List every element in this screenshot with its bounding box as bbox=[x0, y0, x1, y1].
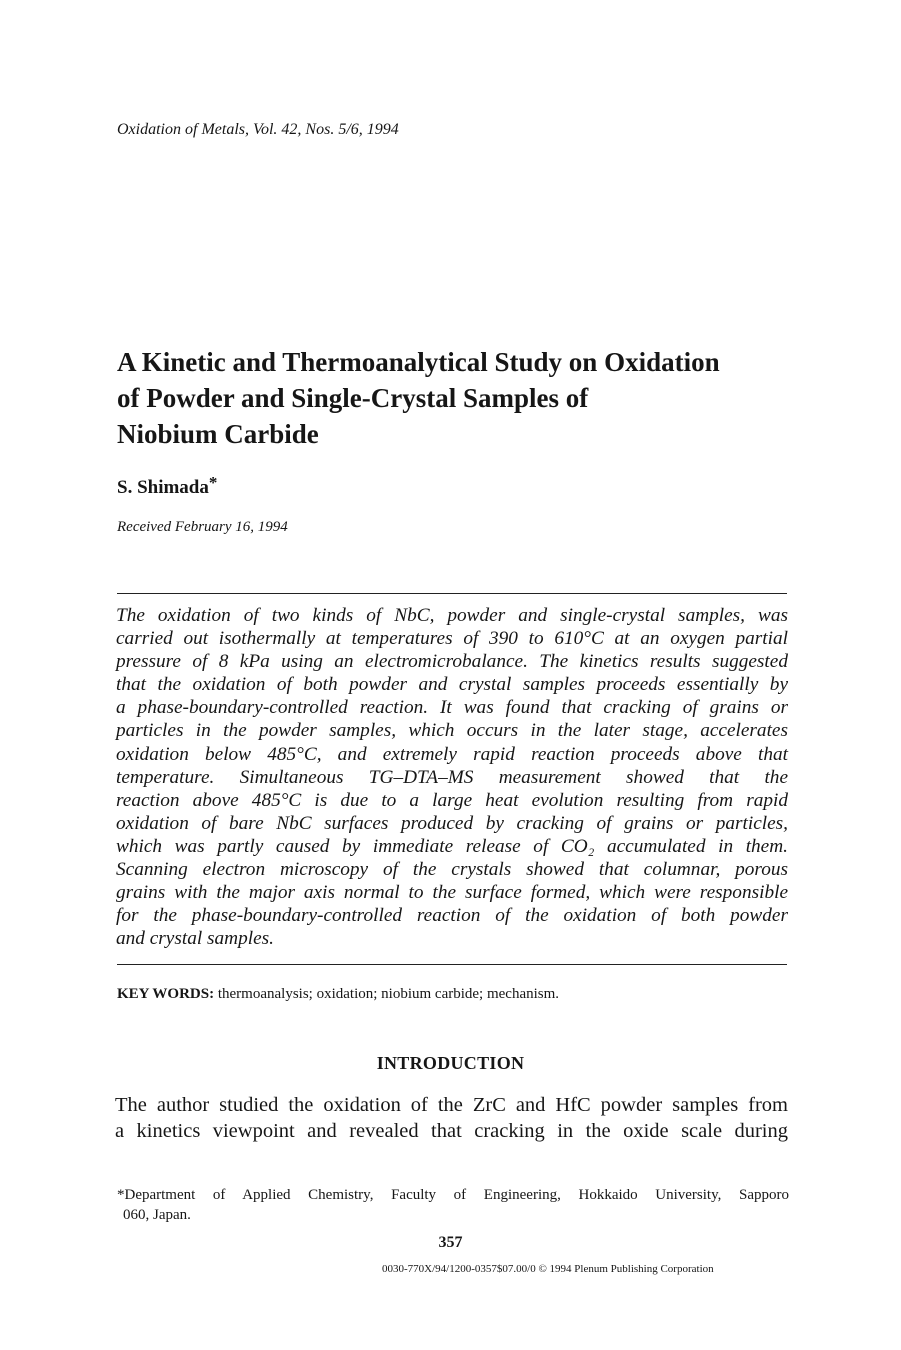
abstract-bottom-rule bbox=[117, 964, 787, 965]
author-footnote-mark: * bbox=[208, 473, 218, 492]
abstract-line: reaction above 485°C is due to a large heat evolution resulting from rapid bbox=[116, 789, 788, 811]
footnote-line: 060, Japan. bbox=[123, 1207, 191, 1223]
abstract-line: that the oxidation of both powder and crystal samples proceeds essentially by bbox=[116, 674, 788, 696]
abstract-line: oxidation of bare NbC surfaces produced by cracking of grains or particles, bbox=[116, 812, 788, 834]
abstract-line: grains with the major axis normal to the surface formed, which were responsible bbox=[116, 882, 788, 904]
abstract-line: for the phase-boundary-controlled reaction of the oxidation of both powder bbox=[116, 905, 788, 927]
keywords bbox=[117, 986, 559, 1003]
body-line: The author studied the oxidation of the ZrC and HfC powder samples from bbox=[115, 1094, 788, 1116]
body-text bbox=[115, 1092, 788, 1144]
copyright-line: 0030-770X/94/1200-0357$07.00/0 © 1994 Plenum Publishing Corporation bbox=[382, 1263, 714, 1275]
author-affiliation-footnote bbox=[117, 1185, 789, 1225]
abstract-line: a phase-boundary-controlled reaction. It was found that cracking of grains or bbox=[116, 697, 788, 719]
section-heading: INTRODUCTION bbox=[376, 1053, 525, 1073]
author-name bbox=[117, 473, 217, 499]
article-title bbox=[117, 344, 817, 452]
abstract-line: pressure of 8 kPa using an electromicrobalance. The kinetics results suggested bbox=[116, 651, 788, 673]
abstract-line: and crystal samples. bbox=[116, 928, 274, 950]
abstract bbox=[116, 604, 788, 950]
received-date: Received February 16, 1994 bbox=[117, 519, 288, 535]
keywords-label: KEY WORDS: bbox=[117, 986, 215, 1002]
title-line: Niobium Carbide bbox=[117, 419, 319, 449]
abstract-line: The oxidation of two kinds of NbC, powder and single-crystal samples, was bbox=[116, 605, 788, 626]
abstract-line: particles in the powder samples, which occurs in the later stage, accelerates bbox=[116, 720, 788, 742]
keywords-text: thermoanalysis; oxidation; niobium carbide; mechanism. bbox=[217, 986, 560, 1002]
title-line: A Kinetic and Thermoanalytical Study on Oxidation bbox=[117, 347, 720, 377]
journal-citation: Oxidation of Metals, Vol. 42, Nos. 5/6, 1994 bbox=[117, 121, 399, 138]
abstract-top-rule bbox=[117, 593, 787, 594]
abstract-line: which was partly caused by immediate release of CO₂ accumulated in them. bbox=[116, 835, 788, 857]
author-text: S. Shimada bbox=[117, 477, 209, 498]
abstract-line: oxidation below 485°C, and extremely rapid reaction proceeds above that bbox=[116, 743, 788, 765]
abstract-line: carried out isothermally at temperatures of 390 to 610°C at an oxygen partial bbox=[116, 628, 788, 650]
page-number: 357 bbox=[438, 1234, 463, 1251]
footnote-line: *Department of Applied Chemistry, Faculty of Engineering, Hokkaido University, Sapporo bbox=[117, 1187, 789, 1203]
body-line: a kinetics viewpoint and revealed that cracking in the oxide scale during bbox=[115, 1120, 788, 1142]
abstract-line: Scanning electron microscopy of the crystals showed that columnar, porous bbox=[116, 859, 788, 881]
abstract-line: temperature. Simultaneous TG–DTA–MS measurement showed that the bbox=[116, 766, 788, 788]
title-line: of Powder and Single-Crystal Samples of bbox=[117, 383, 589, 413]
